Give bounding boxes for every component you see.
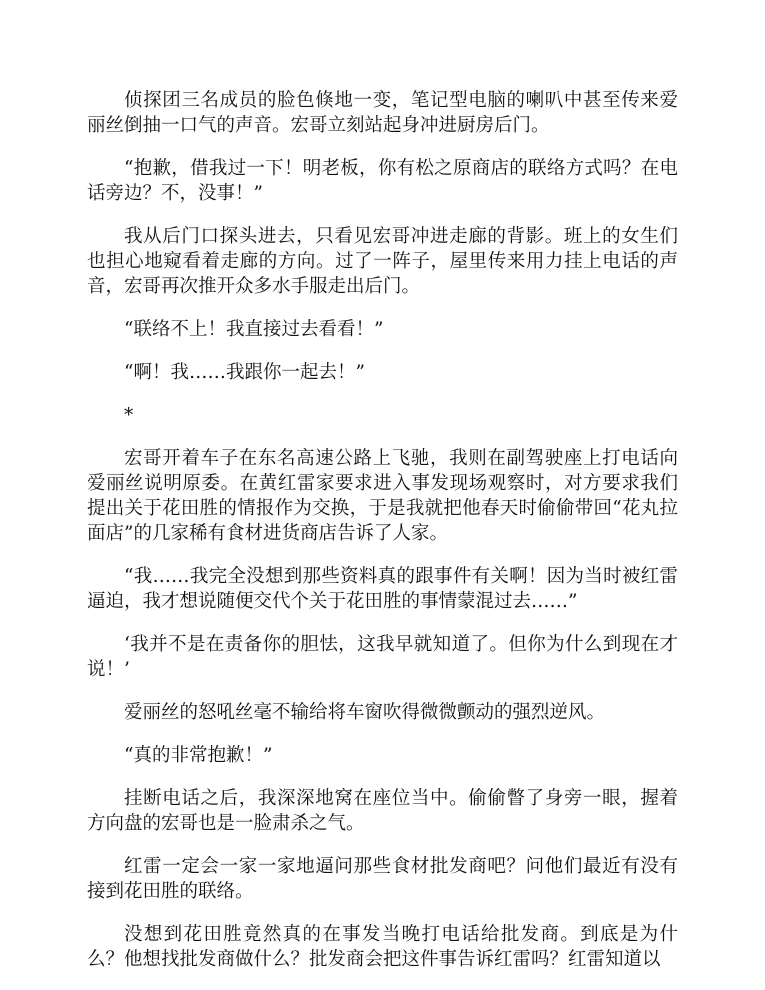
paragraph-7: 宏哥开着车子在东名高速公路上飞驰，我则在副驾驶座上打电话向爱丽丝说明原委。在黄红雷家要求进入事发现场观察时，对方要求我们提出关于花田胜的情报作为交换，于是我就把他春天时偷偷带回“花丸拉面店”的几家稀有食材进货商店告诉了人家。 bbox=[87, 448, 678, 544]
paragraph-4: “联络不上！我直接过去看看！” bbox=[124, 319, 384, 340]
paragraph-10: 爱丽丝的怒吼丝毫不输给将车窗吹得微微颤动的强烈逆风。 bbox=[124, 702, 606, 723]
paragraph-8: “我……我完全没想到那些资料真的跟事件有关啊！因为当时被红雷逼迫，我才想说随便交代个关于花田胜的事情蒙混过去……” bbox=[87, 566, 678, 612]
paragraph-12: 挂断电话之后，我深深地窝在座位当中。偷偷瞥了身旁一眼，握着方向盘的宏哥也是一脸肃杀之气。 bbox=[87, 788, 678, 834]
paragraph-13: 红雷一定会一家一家地逼问那些食材批发商吧？问他们最近有没有接到花田胜的联络。 bbox=[87, 856, 678, 902]
paragraph-1: 侦探团三名成员的脸色倏地一变，笔记型电脑的喇叭中甚至传来爱丽丝倒抽一口气的声音。宏哥立刻站起身冲进厨房后门。 bbox=[87, 90, 678, 136]
paragraph-11: “真的非常抱歉！” bbox=[124, 745, 273, 766]
paragraph-2: “抱歉，借我过一下！明老板，你有松之原商店的联络方式吗？在电话旁边？不，没事！” bbox=[87, 158, 678, 204]
paragraph-9: ‘我并不是在责备你的胆怯，这我早就知道了。但你为什么到现在才说！’ bbox=[87, 634, 678, 680]
paragraph-5: “啊！我……我跟你一起去！” bbox=[124, 362, 365, 383]
scene-break: * bbox=[124, 405, 134, 426]
book-page bbox=[87, 88, 678, 990]
paragraph-14: 没想到花田胜竟然真的在事发当晚打电话给批发商。到底是为什么？他想找批发商做什么？批发商会把这件事告诉红雷吗？红雷知道以 bbox=[87, 924, 678, 970]
paragraph-3: 我从后门口探头进去，只看见宏哥冲进走廊的背影。班上的女生们也担心地窥看着走廊的方向。过了一阵子，屋里传来用力挂上电话的声音，宏哥再次推开众多水手服走出后门。 bbox=[87, 226, 678, 297]
